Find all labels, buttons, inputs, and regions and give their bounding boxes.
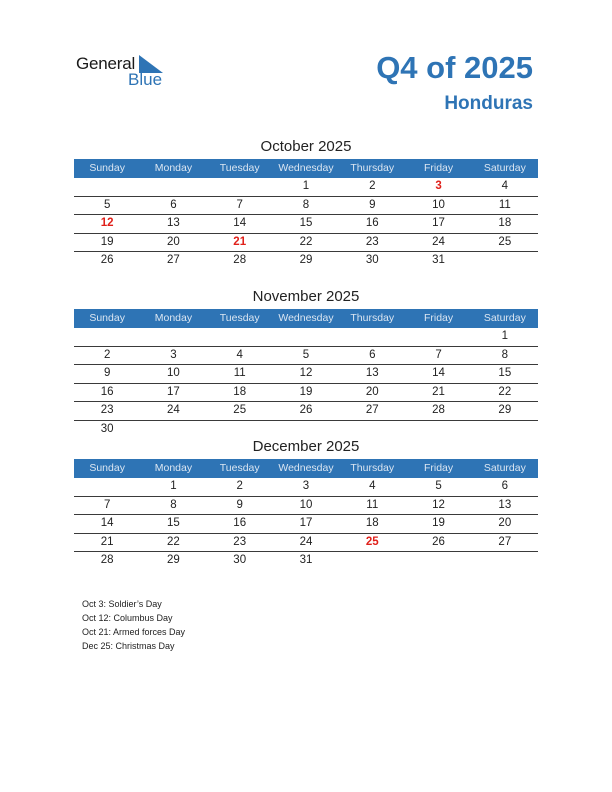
logo bbox=[76, 52, 176, 92]
week-row bbox=[74, 347, 538, 366]
day-cell: 4 bbox=[501, 180, 509, 192]
day-cell: 6 bbox=[369, 348, 376, 361]
week-row bbox=[74, 365, 538, 384]
day-cell: 22 bbox=[167, 535, 180, 548]
quarter-title: Q4 of 2025 bbox=[376, 50, 533, 85]
country-name: Honduras bbox=[444, 93, 533, 114]
holiday-list bbox=[82, 597, 185, 653]
weekday-label: Friday bbox=[423, 162, 454, 174]
day-cell: 10 bbox=[299, 498, 313, 511]
day-cell: 3 bbox=[302, 480, 310, 492]
weekday-label: Wednesday bbox=[278, 312, 334, 324]
day-cell: 18 bbox=[498, 217, 512, 229]
day-cell: 24 bbox=[299, 535, 313, 548]
day-cell: 23 bbox=[100, 404, 114, 416]
day-cell: 18 bbox=[365, 517, 379, 529]
empty-day-cell bbox=[472, 421, 538, 439]
weekday-label: Monday bbox=[154, 462, 193, 474]
month-title: October 2025 bbox=[260, 138, 352, 155]
holiday-item: Dec 25: Christmas Day bbox=[82, 641, 175, 651]
day-cell: 15 bbox=[299, 217, 313, 229]
weekday-label: Wednesday bbox=[278, 162, 334, 174]
week-row bbox=[74, 534, 538, 553]
empty-day-cell bbox=[207, 328, 273, 346]
empty-day-cell bbox=[74, 328, 140, 346]
day-cell: 28 bbox=[233, 254, 247, 266]
day-cell: 21 bbox=[100, 535, 114, 548]
day-cell: 3 bbox=[170, 348, 177, 361]
day-cell: 27 bbox=[167, 254, 180, 266]
empty-day-cell bbox=[339, 421, 405, 439]
day-cell: 10 bbox=[432, 198, 445, 211]
day-cell: 29 bbox=[498, 404, 512, 416]
weekday-label: Thursday bbox=[350, 312, 395, 324]
day-cell: 7 bbox=[103, 498, 111, 511]
week-row bbox=[74, 197, 538, 216]
weekday-label: Friday bbox=[423, 462, 454, 474]
day-cell: 9 bbox=[236, 498, 243, 511]
day-cell: 26 bbox=[100, 254, 114, 266]
day-cell: 25 bbox=[365, 535, 379, 548]
weekday-label: Wednesday bbox=[278, 462, 334, 474]
day-cell: 4 bbox=[236, 348, 243, 361]
day-cell: 17 bbox=[299, 517, 313, 529]
day-cell: 19 bbox=[100, 235, 114, 248]
day-cell: 27 bbox=[365, 404, 379, 416]
week-row bbox=[74, 552, 538, 570]
weekday-label: Thursday bbox=[350, 162, 395, 174]
day-cell: 17 bbox=[167, 385, 180, 398]
weekday-label: Sunday bbox=[89, 312, 125, 324]
empty-day-cell bbox=[472, 252, 538, 270]
week-row bbox=[74, 421, 538, 439]
day-cell: 28 bbox=[432, 404, 445, 416]
day-cell: 25 bbox=[233, 404, 247, 416]
day-cell: 1 bbox=[302, 180, 310, 192]
weekday-label: Sunday bbox=[89, 462, 125, 474]
day-cell: 30 bbox=[233, 554, 247, 566]
weekday-label: Saturday bbox=[483, 312, 526, 324]
logo-text-general: General bbox=[76, 54, 136, 73]
day-cell: 20 bbox=[167, 235, 180, 248]
week-row bbox=[74, 402, 538, 421]
day-cell: 20 bbox=[365, 385, 379, 398]
day-cell: 23 bbox=[233, 535, 247, 548]
day-cell: 19 bbox=[432, 517, 445, 529]
day-cell: 21 bbox=[432, 385, 445, 398]
day-cell: 25 bbox=[498, 235, 512, 248]
weekday-header bbox=[74, 309, 538, 328]
day-cell: 8 bbox=[302, 198, 310, 211]
day-cell: 4 bbox=[369, 480, 376, 492]
day-cell: 29 bbox=[299, 254, 313, 266]
day-cell: 17 bbox=[432, 217, 445, 229]
week-row bbox=[74, 478, 538, 497]
empty-day-cell bbox=[273, 328, 339, 346]
weekday-label: Tuesday bbox=[219, 162, 260, 174]
day-cell: 29 bbox=[167, 554, 180, 566]
day-cell: 20 bbox=[498, 517, 512, 529]
day-cell: 19 bbox=[299, 385, 313, 398]
day-cell: 6 bbox=[501, 480, 509, 492]
day-cell: 12 bbox=[100, 217, 114, 229]
day-cell: 21 bbox=[233, 235, 247, 248]
week-row bbox=[74, 384, 538, 403]
empty-day-cell bbox=[405, 552, 471, 570]
weekday-label: Tuesday bbox=[219, 462, 260, 474]
day-cell: 11 bbox=[498, 198, 511, 211]
empty-day-cell bbox=[339, 328, 405, 346]
day-cell: 16 bbox=[365, 217, 379, 229]
day-cell: 13 bbox=[167, 217, 180, 229]
day-cell: 7 bbox=[435, 348, 442, 361]
weekday-header bbox=[74, 459, 538, 478]
empty-day-cell bbox=[140, 178, 206, 196]
day-cell: 30 bbox=[365, 254, 379, 266]
day-cell: 2 bbox=[236, 480, 243, 492]
day-cell: 23 bbox=[365, 235, 379, 248]
week-row bbox=[74, 515, 538, 534]
holiday-item: Oct 12: Columbus Day bbox=[82, 613, 173, 623]
week-row bbox=[74, 178, 538, 197]
day-cell: 1 bbox=[501, 330, 509, 342]
day-cell: 8 bbox=[501, 348, 509, 361]
week-row bbox=[74, 252, 538, 270]
day-cell: 14 bbox=[233, 217, 247, 229]
month-title: December 2025 bbox=[252, 438, 360, 455]
day-cell: 27 bbox=[498, 535, 512, 548]
day-cell: 2 bbox=[103, 348, 111, 361]
day-cell: 26 bbox=[299, 404, 313, 416]
day-cell: 2 bbox=[369, 180, 376, 192]
day-cell: 30 bbox=[100, 422, 114, 435]
weekday-label: Tuesday bbox=[219, 312, 260, 324]
empty-day-cell bbox=[273, 421, 339, 439]
empty-day-cell bbox=[405, 328, 471, 346]
logo-text-blue: Blue bbox=[128, 70, 163, 89]
day-cell: 31 bbox=[299, 554, 313, 566]
empty-day-cell bbox=[472, 552, 538, 570]
month-november bbox=[74, 287, 538, 438]
weekday-label: Saturday bbox=[483, 162, 526, 174]
weekday-label: Monday bbox=[154, 162, 193, 174]
day-cell: 12 bbox=[432, 498, 445, 511]
day-cell: 5 bbox=[435, 480, 442, 492]
week-row bbox=[74, 328, 538, 347]
day-cell: 3 bbox=[435, 180, 442, 192]
day-cell: 10 bbox=[167, 367, 180, 379]
weekday-label: Sunday bbox=[89, 162, 125, 174]
day-cell: 13 bbox=[498, 498, 512, 511]
day-cell: 7 bbox=[236, 198, 243, 211]
day-cell: 22 bbox=[498, 385, 512, 398]
day-cell: 18 bbox=[233, 385, 247, 398]
holiday-item: Oct 21: Armed forces Day bbox=[82, 627, 186, 637]
empty-day-cell bbox=[405, 421, 471, 439]
empty-day-cell bbox=[339, 552, 405, 570]
empty-day-cell bbox=[207, 421, 273, 439]
day-cell: 11 bbox=[366, 498, 379, 511]
day-cell: 15 bbox=[498, 367, 512, 379]
weekday-label: Thursday bbox=[350, 462, 395, 474]
holiday-item: Oct 3: Soldier’s Day bbox=[82, 599, 162, 609]
day-cell: 28 bbox=[100, 554, 114, 566]
week-row bbox=[74, 497, 538, 516]
empty-day-cell bbox=[74, 178, 140, 196]
weekday-label: Friday bbox=[423, 312, 454, 324]
day-cell: 14 bbox=[432, 367, 445, 379]
weekday-label: Saturday bbox=[483, 462, 526, 474]
day-cell: 15 bbox=[167, 517, 180, 529]
day-cell: 22 bbox=[299, 235, 313, 248]
day-cell: 24 bbox=[432, 235, 445, 248]
day-cell: 5 bbox=[302, 348, 310, 361]
day-cell: 31 bbox=[432, 254, 445, 266]
weekday-header bbox=[74, 159, 538, 178]
day-cell: 14 bbox=[100, 517, 114, 529]
month-title: November 2025 bbox=[252, 288, 360, 305]
day-cell: 1 bbox=[170, 480, 177, 492]
day-cell: 24 bbox=[167, 404, 180, 416]
day-cell: 13 bbox=[365, 367, 379, 379]
day-cell: 6 bbox=[170, 198, 177, 211]
day-cell: 26 bbox=[432, 535, 445, 548]
day-cell: 9 bbox=[369, 198, 376, 211]
weekday-label: Monday bbox=[154, 312, 193, 324]
empty-day-cell bbox=[207, 178, 273, 196]
empty-day-cell bbox=[140, 421, 206, 439]
empty-day-cell bbox=[140, 328, 206, 346]
day-cell: 16 bbox=[233, 517, 247, 529]
day-cell: 9 bbox=[103, 367, 111, 379]
month-october bbox=[74, 137, 538, 270]
week-row bbox=[74, 215, 538, 234]
empty-day-cell bbox=[74, 478, 140, 496]
day-cell: 8 bbox=[170, 498, 177, 511]
day-cell: 5 bbox=[103, 198, 111, 211]
month-december bbox=[74, 437, 538, 570]
week-row bbox=[74, 234, 538, 253]
day-cell: 16 bbox=[100, 385, 114, 398]
day-cell: 12 bbox=[299, 367, 313, 379]
day-cell: 11 bbox=[233, 367, 246, 379]
